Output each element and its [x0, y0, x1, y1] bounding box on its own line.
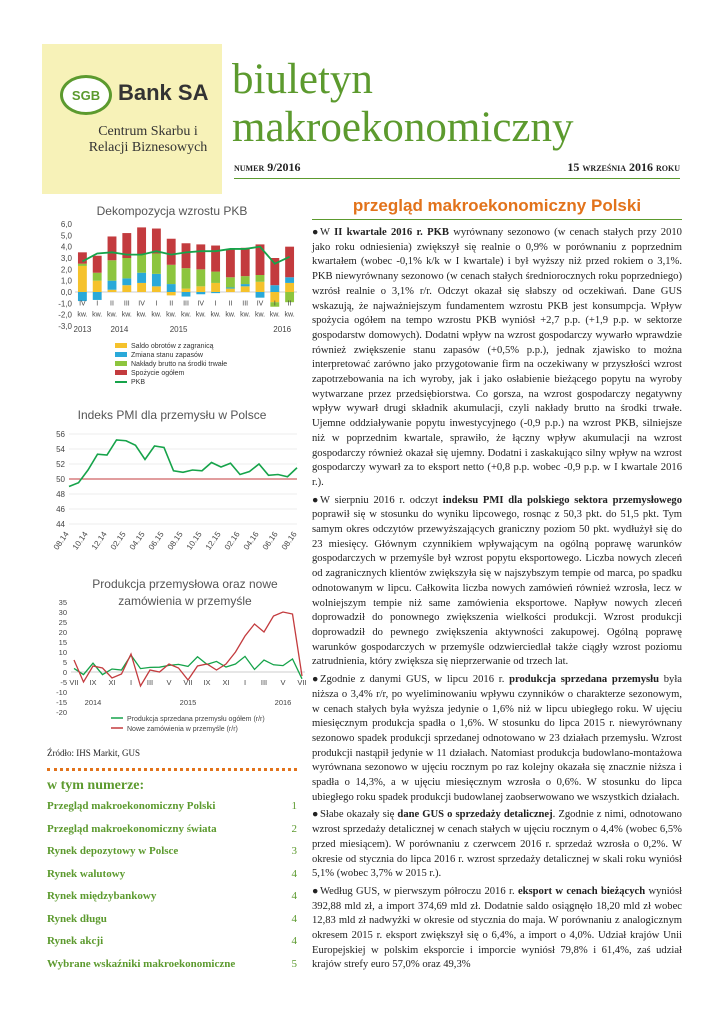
bar-segment [137, 227, 146, 254]
bar-segment [93, 256, 102, 273]
year-label: 2014 [84, 698, 102, 707]
bar-segment [137, 273, 146, 283]
y-tick-label: 5,0 [60, 231, 72, 241]
x-tick-label: IV [138, 300, 145, 308]
x-tick-label: 04.15 [127, 529, 147, 552]
x-tick-label: kw. [240, 311, 251, 319]
x-tick-label: III [260, 678, 268, 687]
bar-segment [226, 277, 235, 287]
x-tick-label: kw. [254, 311, 266, 319]
bar-segment [196, 244, 205, 269]
x-tick-label: 08.15 [165, 529, 185, 552]
x-tick-label: kw. [166, 311, 177, 319]
toc-item-page: 2 [291, 822, 297, 835]
article-paragraph: ● Zgodnie z danymi GUS, w lipcu 2016 r. produkcja sprzedana przemysłu była niższa o 3,4% r/r, po wyeliminowaniu wpływu czynników o charakterze sezonowym, w cenach stałych była wyższa jedynie o 1,6% niż w lipcu ubiegłego roku. W ujęciu miesięcznym produkcja spadła o 1,6%. W stosunku do lipca 2015 r. niewyrównany sezonowo spadek produkcji sprzedanej odnotowano w 23 działach przemysłu. Wzrost produkcji nastąpił jedynie w 11 działach. Natomiast produkcja budowlano-montażowa wyrównana sezonowo w ujęciu rocznym po raz kolejny okazała się znacznie niższa i spadła o 14,3%, a w ujęciu miesięcznym wzrosła o 0,6%. W stosunku do lipca ubiegłego roku spadek produkcji budowlanej zaobserwowano we wszystkich działach. [312, 674, 682, 803]
toc-item-page: 1 [291, 800, 297, 812]
x-tick-label: kw. [136, 311, 147, 319]
bullet-icon: ● [312, 227, 319, 238]
x-tick-label: II [110, 300, 114, 308]
x-tick-label: V [166, 678, 172, 687]
toc-item-label: Przegląd makroekonomiczny świata [47, 822, 217, 835]
bar-segment [182, 268, 191, 288]
toc-title: w tym numerze: [47, 778, 145, 793]
y-tick-label: -15 [56, 698, 67, 707]
toc-item[interactable] [47, 890, 297, 902]
bar-segment [270, 285, 279, 292]
toc-item[interactable] [47, 823, 297, 835]
bar-segment [211, 292, 220, 293]
header-divider [234, 178, 680, 179]
y-tick-label: 6,0 [60, 220, 72, 229]
bank-name: Bank SA [118, 80, 209, 105]
y-tick-label: 1,0 [60, 276, 72, 286]
toc-item[interactable] [47, 800, 297, 812]
bar-segment [167, 239, 176, 265]
toc-item-label: Rynek depozytowy w Polsce [47, 845, 179, 857]
chart-gdp-title: Dekompozycja wzrostu PKB [96, 204, 248, 218]
toc-item-label: Rynek międzybankowy [47, 890, 157, 902]
toc-divider [47, 768, 297, 771]
issue-date: 15 września 2016 roku [567, 160, 680, 174]
legend-swatch [115, 370, 127, 375]
y-tick-label: 52 [56, 460, 65, 469]
y-tick-label: 35 [58, 598, 67, 607]
x-tick-label: kw. [210, 311, 221, 319]
x-tick-label: 02.16 [222, 529, 242, 552]
article-paragraph: ● W sierpniu 2016 r. odczyt indeksu PMI dla polskiego sektora przemysłowego poprawił się w stosunku do wyniku lipcowego, rosnąc z 50,3 pkt. do 51,5 pkt. Tym samym okres odczytów przewyższających graniczny poziom 50 pkt. wydłużył się do 23 miesięcy. Głównym czynnikiem wpływającym na ogólną poprawę warunków gospodarczych w przemyśle był wzrost popytu eksportowego. Liczba nowych zleceń od zagranicznych klientów zwiększyła się w najszybszym tempie od marca, po spadku odnotowanym w lipcu. Całkowita liczba nowych zamówień również wzrosła, lecz w wolniejszym tempie niż same zamówienia eksportowe. Napływ nowych zleceń doprowadził do ponownego zwiększenia wielkości produkcji. Wzrost produkcji doprowadził do pewnego zwiększenia aktywności zakupowej. Ogólną poprawę warunków gospodarczych w przemyśle odzwierciedlał także ciągły wzrost poziomu zatrudnienia, który zwiększa się nieprzerwanie od trzech lat. [312, 494, 683, 668]
bar-segment [93, 292, 102, 300]
bar-segment [211, 272, 220, 283]
bar-segment [196, 286, 205, 292]
toc-item-label: Rynek długu [47, 912, 107, 925]
year-label: 2015 [169, 325, 188, 334]
bar-segment [211, 246, 220, 272]
x-tick-label: II [169, 300, 174, 308]
toc-item-page: 4 [291, 890, 297, 902]
legend-label: Produkcja sprzedana przemysłu ogółem (r/r) [127, 716, 265, 723]
toc-item[interactable] [47, 913, 297, 925]
x-tick-label: VII [69, 678, 79, 687]
y-tick-label: -3,0 [58, 322, 72, 331]
pmi-chart [47, 424, 302, 564]
y-tick-label: 46 [56, 505, 65, 514]
bar-segment [196, 269, 205, 286]
y-tick-label: 0,0 [60, 288, 72, 297]
x-tick-label: I [214, 300, 217, 308]
bar-segment [241, 276, 250, 284]
x-tick-label: III [242, 300, 249, 308]
y-tick-label: -1,0 [58, 299, 72, 309]
x-tick-label: VII [297, 678, 307, 687]
year-label: 2015 [179, 698, 197, 707]
x-tick-label: I [273, 300, 276, 308]
x-tick-label: XI [108, 678, 116, 687]
legend-label: Spożycie ogółem [131, 370, 185, 377]
x-tick-label: I [96, 300, 99, 308]
x-tick-label: V [280, 678, 286, 687]
x-tick-label: kw. [269, 311, 280, 319]
y-tick-label: 25 [58, 618, 67, 627]
toc-item[interactable] [47, 958, 297, 970]
section-title: przegląd makroekonomiczny Polski [312, 196, 682, 220]
header-logo-panel [42, 44, 222, 194]
x-tick-label: I [155, 300, 158, 308]
y-tick-label: 5 [62, 658, 67, 667]
x-tick-label: IV [197, 300, 205, 308]
bar-segment [122, 258, 131, 278]
year-label: 2013 [73, 325, 92, 334]
bar-segment [122, 285, 131, 292]
toc-item[interactable] [47, 868, 297, 880]
bar-segment [226, 287, 235, 288]
series-line [74, 655, 302, 679]
y-tick-label: 0 [62, 668, 67, 677]
x-tick-label: 06.16 [260, 529, 280, 552]
x-tick-label: 12.14 [89, 529, 109, 552]
x-tick-label: 08.14 [51, 529, 71, 552]
x-tick-label: I [129, 678, 133, 687]
toc-item-page: 5 [291, 957, 297, 970]
legend-label: PKB [131, 379, 146, 386]
legend-label: Nowe zamówienia w przemyśle (r/r) [127, 726, 238, 733]
toc-item-label: Przegląd makroekonomiczny Polski [47, 800, 216, 812]
legend-swatch [115, 352, 127, 357]
y-tick-label: 30 [58, 608, 67, 617]
legend-swatch [115, 361, 127, 366]
y-tick-label: 48 [56, 490, 65, 499]
bar-segment [256, 275, 265, 282]
y-tick-label: -5 [60, 678, 67, 687]
year-label: 2016 [273, 325, 292, 334]
gdp-decomposition-chart [47, 216, 302, 396]
bar-segment [152, 286, 161, 292]
bar-segment [182, 292, 191, 297]
toc-item-page: 4 [291, 912, 297, 925]
bar-segment [78, 264, 87, 266]
bar-segment [241, 284, 250, 286]
bar-segment [256, 292, 265, 298]
legend-label: Saldo obrotów z zagranicą [131, 343, 214, 350]
x-tick-label: III [123, 300, 130, 308]
toc-item[interactable] [47, 935, 297, 947]
x-tick-label: 02.15 [108, 529, 128, 552]
bar-segment [108, 236, 117, 260]
bar-segment [152, 229, 161, 254]
x-tick-label: III [183, 300, 189, 308]
y-tick-label: -20 [56, 708, 67, 717]
year-label: 2014 [110, 325, 129, 334]
bar-segment [152, 274, 161, 286]
chart-pmi-title: Indeks PMI dla przemysłu w Polsce [77, 408, 267, 422]
x-tick-label: kw. [284, 311, 295, 319]
toc-item-label: Rynek akcji [47, 935, 104, 947]
bar-segment [122, 278, 131, 285]
bar-segment [285, 247, 294, 278]
bar-segment [78, 252, 87, 263]
x-tick-label: IX [203, 678, 211, 687]
bullet-icon: ● [312, 674, 319, 686]
year-label: 2016 [274, 698, 292, 707]
y-tick-label: 2,0 [60, 265, 72, 275]
y-tick-label: -2,0 [58, 310, 72, 320]
x-tick-label: kw. [121, 311, 132, 319]
y-tick-label: 10 [58, 648, 67, 657]
x-tick-label: kw. [92, 311, 103, 319]
y-tick-label: 3,0 [60, 254, 72, 263]
y-tick-label: 44 [56, 520, 65, 529]
x-tick-label: XI [222, 678, 230, 687]
x-tick-label: kw. [77, 311, 88, 319]
bullet-icon: ● [312, 809, 319, 821]
bar-segment [152, 253, 161, 273]
article-paragraph: ● W II kwartale 2016 r. PKB wyrównany sezonowo (w cenach stałych przy 2010 jako roku odniesienia) zwiększył się realnie o 0,9% w porównaniu z poprzednim kwartałem (wobec -0,1% k/k w I kwartale) i był wyższy niż przed rokiem o 3,1%. PKB niewyrównany sezonowo (w cenach stałych średniorocznych roku poprzedniego) wzrósł realnie o 3,1% r/r. Odczyt okazał się słabszy od oczekiwań. Dane GUS wskazują, że najważniejszym fundamentem wzrostu PKB jest konsumpcja. Wpływ spożycia ogółem na tempo wzrostu PKB wyniósł +2,7 p.p. (+1,9 p.p. w sektorze gospodarstw domowych). Dodatni wpływ na wzrost gospodarczy wywarło wprawdzie również zwiększenie stanu zapasów (+0,5% p.p.), jednak zjawisko to można interpretować zarówno jako przygotowanie firm na oczekiwany w przyszłości wzrost zapotrzebowania na ich wyroby, jak i jako osłabienie bieżącego popytu na wyroby wytwarzane przez przedsiębiorstwa. Co gorsza, na wzrost gospodarczy negatywny wpływ wywarł drugi składnik akumulacji, czyli nakłady brutto na środki trwałe. Ujemne oddziaływanie popytu inwestycyjnego (-0,9 p.p.) na wzrost PKB, silniejsze niż w poprzednim kwartale, sprawiło, że łączny wpływ akumulacji na wzrost gospodarczy również okazał się ujemny. Dodatni i zaskakująco silny wpływ na wzrost gospodarczy wywarł za to eksport netto (+0,8 p.p. wobec -0,9 p.p. w I kwartale 2016 r.). [312, 227, 682, 488]
bullet-icon: ● [312, 885, 319, 897]
bar-segment [241, 286, 250, 292]
x-tick-label: IV [256, 300, 264, 308]
x-tick-label: IX [89, 678, 97, 687]
x-tick-label: kw. [225, 311, 236, 319]
bar-segment [108, 290, 117, 292]
bar-segment [182, 243, 191, 268]
production-chart [47, 596, 307, 744]
bar-segment [167, 292, 176, 295]
x-tick-label: 10.14 [70, 529, 90, 552]
x-tick-label: IV [79, 300, 86, 308]
pmi-line [69, 440, 297, 487]
y-tick-label: 4,0 [60, 242, 72, 252]
bar-segment [78, 266, 87, 292]
article-paragraph: ● Według GUS, w pierwszym półroczu 2016 r. eksport w cenach bieżących wyniósł 392,88 mld zł, a import 374,69 mld zł. Dodatnie saldo osiągnęło 18,20 mld zł wobec 12,83 mld zł nadwyżki w okresie od stycznia do maja. W porównaniu z analogicznym okresem 2015 r. eksport zwiększył się o 6,4%, a import o 4,0%. Udział krajów Unii Europejskiej w polskim eksporcie i imporcie wyniósł 79,8% i 61,4%, zaś udział krajów strefy euro 57,0% oraz 49,3% [312, 885, 683, 971]
bar-segment [226, 289, 235, 292]
y-tick-label: -10 [56, 688, 67, 697]
x-tick-label: VII [183, 678, 193, 687]
bar-segment [167, 265, 176, 284]
chart-production-title: Produkcja przemysłowa oraz nowe zamówienia w przemyśle [92, 577, 278, 608]
x-tick-label: 06.15 [146, 529, 166, 552]
bar-segment [256, 282, 265, 292]
y-tick-label: 50 [56, 475, 65, 484]
toc-item-label: Wybrane wskaźniki makroekonomiczne [47, 957, 236, 970]
x-tick-label: II [287, 300, 292, 308]
x-tick-label: 04.16 [241, 529, 261, 552]
legend-label: Zmiana stanu zapasów [131, 352, 203, 359]
toc-item-page: 3 [291, 845, 297, 857]
toc-item-page: 4 [291, 867, 297, 880]
source-note: Źródło: IHS Markit, GUS [47, 748, 140, 758]
bulletin-title [232, 56, 574, 152]
bar-segment [93, 273, 102, 281]
bar-segment [241, 248, 250, 276]
legend-label: Nakłady brutto na środki trwałe [131, 361, 228, 368]
x-tick-label: II [228, 300, 233, 308]
bar-segment [196, 292, 205, 294]
bar-segment [108, 260, 117, 280]
y-tick-label: 15 [58, 638, 67, 647]
legend-swatch [115, 343, 127, 348]
toc-item-label: Rynek walutowy [47, 867, 126, 880]
bar-segment [137, 255, 146, 273]
article-body [312, 226, 682, 976]
bar-segment [285, 283, 294, 292]
x-tick-label: 08.16 [279, 529, 299, 552]
bar-segment [137, 283, 146, 292]
x-tick-label: kw. [106, 311, 118, 319]
x-tick-label: 10.15 [184, 529, 204, 552]
bar-segment [211, 283, 220, 292]
y-tick-label: 20 [58, 628, 67, 637]
x-tick-label: kw. [151, 311, 162, 319]
toc-item-page: 4 [291, 935, 297, 947]
x-tick-label: kw. [180, 311, 192, 319]
x-tick-label: I [243, 678, 247, 687]
bar-segment [167, 284, 176, 292]
title-line-1: biuletyn [232, 56, 373, 103]
x-tick-label: kw. [195, 311, 206, 319]
sgb-logo-icon: SGB [60, 75, 112, 115]
y-tick-label: 56 [56, 430, 65, 439]
bar-segment [182, 289, 191, 292]
x-tick-label: 12.15 [203, 529, 223, 552]
article-paragraph: ● Słabe okazały się dane GUS o sprzedaży detalicznej. Zgodnie z nimi, odnotowano wzrost sprzedaży detalicznej w cenach stałych w ujęciu rocznym o 4,4% (wobec 6,5% przed miesiącem). W porównaniu z czerwcem 2016 r. sprzedaż wzrosła o 0,2%. W okresie od stycznia do lipca 2016 r. wzrost sprzedaży detalicznej w skali roku wyniósł 5,1% (wobec 3,7% w 2015 r.). [312, 809, 682, 880]
bar-segment [285, 277, 294, 283]
title-line-2: makroekonomiczny [232, 104, 574, 151]
bar-segment [226, 249, 235, 277]
bar-segment [93, 281, 102, 292]
bar-segment [108, 281, 117, 290]
x-tick-label: III [146, 678, 154, 687]
issue-number: numer 9/2016 [234, 160, 301, 174]
department-name: Centrum Skarbu i Relacji Biznesowych [88, 124, 208, 155]
bullet-icon: ● [312, 494, 319, 506]
toc-item[interactable] [47, 845, 297, 857]
y-tick-label: 54 [56, 445, 65, 454]
series-line [74, 612, 302, 686]
